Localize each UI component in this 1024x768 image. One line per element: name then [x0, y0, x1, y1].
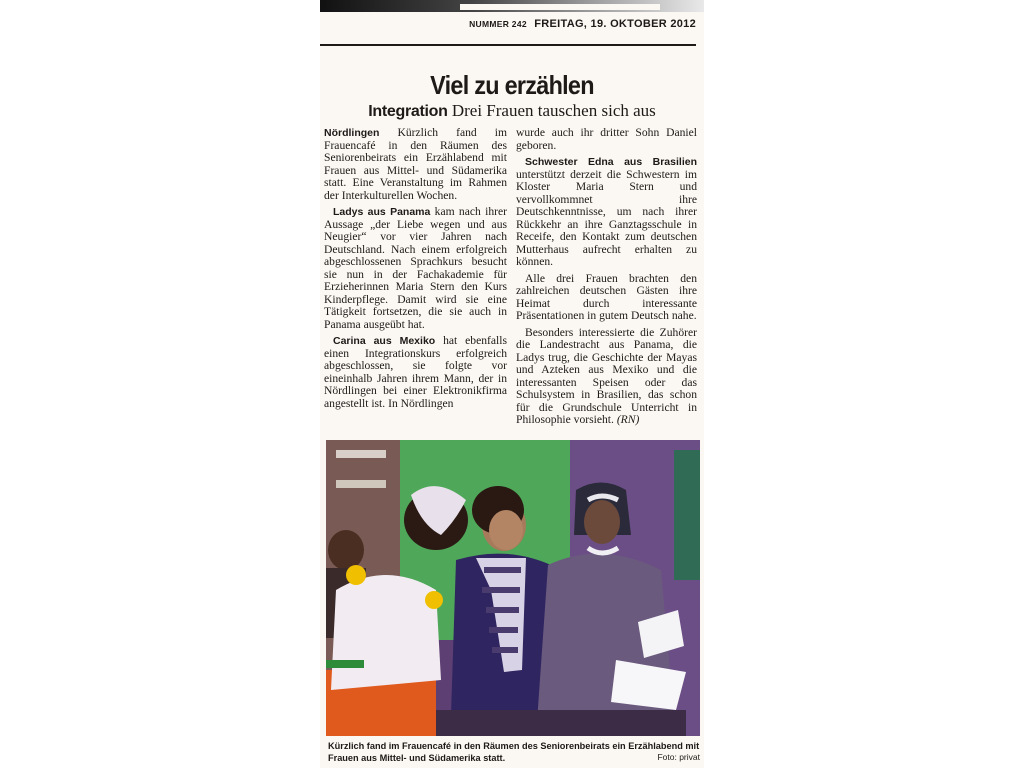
paragraph-text: kam nach ihrer Aussage „der Liebe wegen und aus Neugier“ vor vier Jahren nach Deutschland. Nach einem erfolgreich abgeschlossenen Sprachkurs besucht sie nun in der Fachakademie für Erzieherinnen Maria Stern den Kurs Kinderpflege. Damit wird sie eine Tätigkeit fortsetzen, die sie auch in Panama ausgeübt hat. [324, 205, 507, 331]
article-column-left [324, 127, 507, 414]
paragraph-lead: Ladys aus Panama [333, 206, 431, 218]
newspaper-clipping [320, 0, 704, 768]
paragraph [516, 273, 697, 323]
coat-hook [336, 480, 386, 488]
yellow-pompom [346, 565, 366, 585]
child-head [328, 530, 364, 570]
author-initials: (RN) [616, 413, 640, 426]
paragraph [324, 335, 507, 410]
article-headline: Viel zu erzählen [430, 70, 594, 100]
bench [436, 710, 686, 736]
paragraph-lead: Nördlingen [324, 127, 380, 139]
woman-middle-face-front [489, 510, 523, 550]
paragraph-lead: Schwester Edna aus Brasilien [525, 156, 697, 168]
article-kicker: Integration [368, 103, 448, 120]
photo-caption: Kürzlich fand im Frauencafé in den Räumen des Seniorenbeirats ein Erzählabend mit Frauen aus Mittel- und Südamerika statt. [328, 741, 700, 763]
paragraph-lead: Carina aus Mexiko [333, 335, 436, 347]
paragraph-text: wurde auch ihr dritter Sohn Daniel geboren. [516, 126, 697, 152]
photo-credit: Foto: privat [657, 752, 700, 762]
article-photo [326, 440, 700, 736]
paragraph [516, 156, 697, 269]
paragraph [324, 206, 507, 331]
header-rule [320, 44, 696, 46]
issue-date: FREITAG, 19. OKTOBER 2012 [534, 18, 696, 30]
paragraph [516, 327, 697, 427]
paragraph [516, 127, 697, 152]
paragraph-text: unterstützt derzeit die Schwestern im Kloster Maria Stern und vervollkommnet ihre Deutschkenntnisse, um nach ihrer Rückkehr an ihre Ganztagsschule in Receife, den Kontakt zum deutschen Mutterhaus aufrecht erhalten zu können. [516, 167, 697, 268]
hanging-cloth [674, 450, 700, 580]
yellow-pompom [425, 591, 443, 609]
issue-number: NUMMER 242 [469, 19, 527, 29]
nun-face [584, 500, 620, 544]
white-blouse [331, 575, 441, 690]
paragraph-text: Alle drei Frauen brachten den zahlreichen deutschen Gästen ihre Heimat durch interessante Präsentationen in gutem Deutsch nahe. [516, 271, 697, 322]
paragraph [324, 127, 507, 202]
coat-hook [336, 450, 386, 458]
scan-edge-strip [320, 0, 704, 12]
green-cup [326, 660, 364, 668]
article-column-right [516, 127, 697, 431]
paragraph-text: Kürzlich fand im Frauencafé in den Räumen des Seniorenbeirats ein Erzählabend mit Frauen aus Mittel- und Südamerika statt. Eine Veranstaltung im Rahmen der Interkulturellen Wochen. [324, 126, 507, 202]
article-subheadline [320, 101, 704, 121]
subheadline-text: Drei Frauen tauschen sich aus [451, 101, 656, 120]
paragraph-text: Besonders interessierte die Zuhörer die Landestracht aus Panama, die Ladys trug, die Geschichte der Mayas und Azteken aus Mexiko und die interessanten Speisen oder das Schulsystem in Brasilien, das schon für die Grundschule Unterricht in Philosophie vorsieht. [516, 325, 697, 426]
photo-illustration [326, 440, 700, 736]
page-header [320, 18, 696, 40]
paragraph-text: hat ebenfalls einen Integrationskurs erfolgreich abgeschlossen, sie folgte vor eineinhalb Jahren ihrem Mann, der in Nördlingen bei einer Elektronikfirma angestellt ist. In Nördlingen [324, 334, 508, 410]
